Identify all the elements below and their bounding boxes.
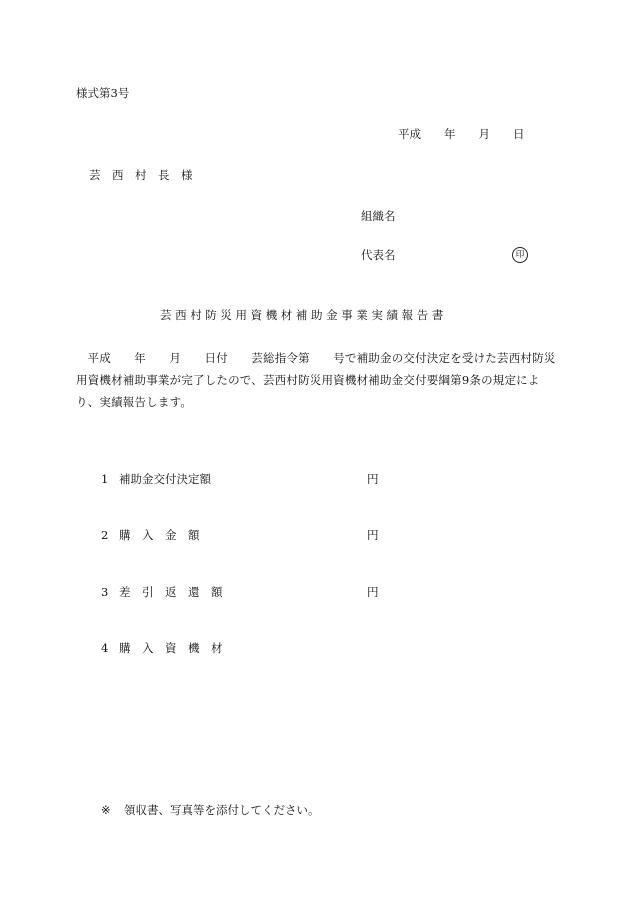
item-label: 補助金交付決定額: [119, 472, 211, 486]
item-unit: 円: [367, 528, 379, 542]
document-title: 芸西村防災用資機材補助金事業実績報告書: [160, 308, 447, 322]
item-number: 3: [101, 585, 109, 599]
item-label: 購 入 資 機 材: [119, 641, 223, 655]
form-number: 様式第3号: [76, 86, 130, 100]
representative-label: 代表名: [361, 248, 396, 262]
item-number: 1: [101, 472, 109, 486]
item-number: 4: [101, 641, 109, 655]
item-number: 2: [101, 528, 109, 542]
date-line: 平成 年 月 日: [398, 127, 525, 141]
note-mark: ※: [101, 803, 111, 817]
report-body-text: 平成 年 月 日付 芸総指令第 号で補助金の交付決定を受けた芸西村防災用資機材補助事業が完了したので、芸西村防災用資機材補助金交付要綱第9条の規定により、実績報告します。: [76, 351, 556, 409]
item-unit: 円: [367, 472, 379, 486]
item-label: 購 入 金 額: [119, 528, 200, 542]
organization-label: 組織名: [361, 209, 396, 223]
item-label: 差 引 返 還 額: [119, 585, 223, 599]
addressee: 芸 西 村 長 様: [89, 168, 193, 182]
item-unit: 円: [367, 585, 379, 599]
seal-mark-icon: 印: [512, 247, 528, 263]
attachment-note: 領収書、写真等を添付してください。: [124, 803, 320, 817]
